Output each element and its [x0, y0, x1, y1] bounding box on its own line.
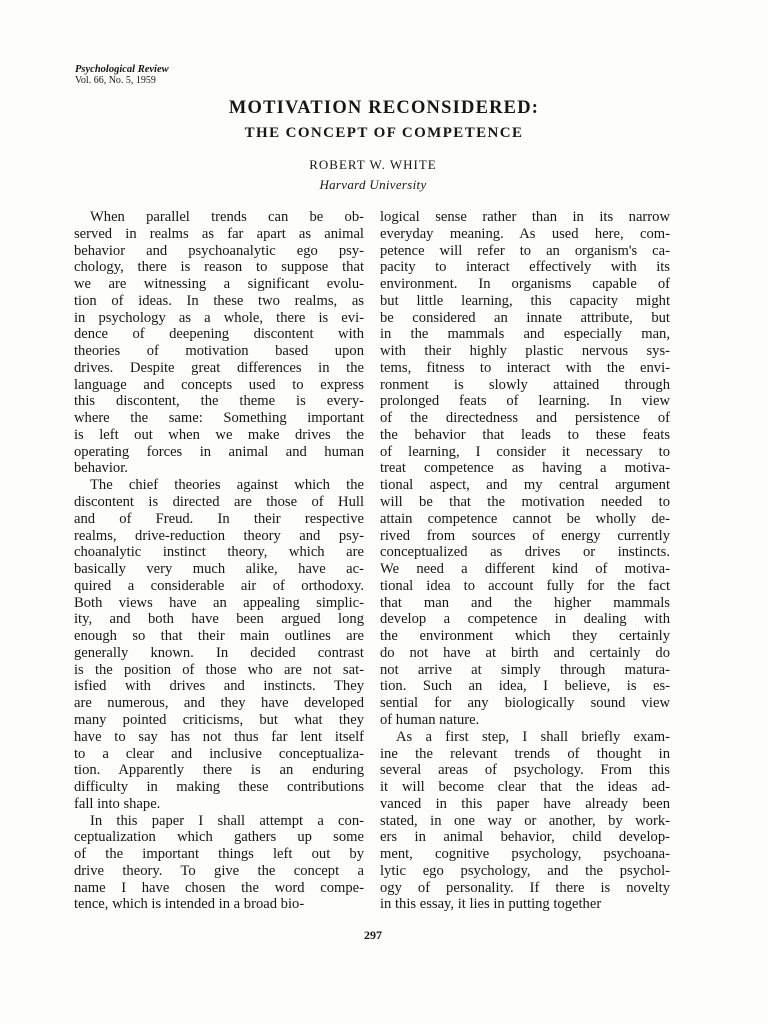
- text-line: and of Freud. In their respective: [74, 510, 364, 527]
- text-line: to a clear and inclusive conceptualiza-: [74, 745, 364, 762]
- text-line: logical sense rather than in its narrow: [380, 209, 670, 225]
- text-line: have to say has not thus far lent itself: [74, 728, 364, 745]
- text-line: ment, cognitive psychology, psychoana-: [380, 846, 670, 863]
- text-line: behavior.: [74, 460, 128, 477]
- text-line: choanalytic instinct theory, which are: [74, 544, 364, 561]
- article-subtitle: THE CONCEPT OF COMPETENCE: [244, 125, 524, 141]
- text-line: everyday meaning. As used here, com-: [380, 225, 670, 242]
- article-title: MOTIVATION RECONSIDERED:: [228, 98, 540, 118]
- text-line: it will become clear that the ideas ad-: [380, 779, 670, 796]
- text-line: not arrive at simply through matura-: [380, 661, 670, 678]
- text-line: tion. Such an idea, I believe, is es-: [380, 678, 670, 695]
- text-line: we are witnessing a significant evolu-: [74, 276, 364, 293]
- text-line: The chief theories against which the: [90, 477, 364, 494]
- text-line: that man and the higher mammals: [380, 594, 670, 611]
- text-line: attain competence cannot be wholly de-: [380, 510, 670, 527]
- text-line: enough so that their main outlines are: [74, 628, 364, 645]
- text-line: lytic ego psychology, and the psychol-: [380, 862, 670, 879]
- text-line: tems, fitness to interact with the envi-: [380, 359, 670, 376]
- text-line: basically very much alike, have ac-: [74, 561, 364, 578]
- text-line: of the directedness and persistence of: [380, 410, 670, 427]
- text-line: stated, in one way or another, by work-: [380, 812, 670, 829]
- text-line: As a first step, I shall briefly exam-: [396, 728, 670, 745]
- right-text-column: [380, 209, 670, 913]
- text-line: operating forces in animal and human: [74, 443, 364, 460]
- text-line: realms, drive-reduction theory and psy-: [74, 527, 364, 544]
- text-line: ceptualization which gathers up some: [74, 829, 364, 846]
- text-line: ogy of personality. If there is novelty: [380, 879, 670, 896]
- text-line: tion. Apparently there is an enduring: [74, 762, 364, 779]
- text-line: are numerous, and they have developed: [74, 695, 364, 712]
- text-line: chology, there is reason to suppose that: [74, 259, 364, 276]
- text-line: tional idea to account fully for the fact: [380, 577, 670, 594]
- text-line: be considered an innate attribute, but: [380, 309, 670, 326]
- text-line: this discontent, the theme is every-: [74, 393, 364, 410]
- text-line: treat competence as having a motiva-: [380, 460, 670, 477]
- text-line: When parallel trends can be ob-: [90, 209, 364, 225]
- text-line: vanced in this paper have already been: [380, 795, 670, 812]
- text-line: fall into shape.: [74, 795, 161, 812]
- text-line: dence of deepening discontent with: [74, 326, 364, 343]
- text-line: In this paper I shall attempt a con-: [90, 812, 364, 829]
- text-line: several areas of psychology. From this: [380, 762, 670, 779]
- text-line: served in realms as far apart as animal: [74, 225, 364, 242]
- text-line: prolonged feats of learning. In view: [380, 393, 670, 410]
- text-line: We need a different kind of motiva-: [380, 561, 670, 578]
- text-line: of learning, I consider it necessary to: [380, 443, 670, 460]
- journal-volume: Vol. 66, No. 5, 1959: [75, 75, 156, 86]
- journal-name: Psychological Review: [75, 64, 169, 75]
- text-line: the behavior that leads to these feats: [380, 426, 670, 443]
- text-line: conceptualized as drives or instincts.: [380, 544, 670, 561]
- text-line: tion of ideas. In these two realms, as: [74, 292, 364, 309]
- text-line: theories of motivation based upon: [74, 343, 364, 360]
- text-line: Both views have an appealing simplic-: [74, 594, 364, 611]
- text-line: environment. In organisms capable of: [380, 276, 670, 293]
- text-line: discontent is directed are those of Hull: [74, 494, 364, 511]
- journal-header: [75, 64, 169, 86]
- text-line: difficulty in making these contributions: [74, 779, 364, 796]
- text-line: language and concepts used to express: [74, 376, 364, 393]
- text-line: in this essay, it lies in putting together: [380, 896, 602, 913]
- text-line: is the position of those who are not sat-: [74, 661, 364, 678]
- text-line: many pointed criticisms, but what they: [74, 711, 364, 728]
- text-line: in psychology as a whole, there is evi-: [74, 309, 364, 326]
- text-line: will be that the motivation needed to: [380, 494, 670, 511]
- text-line: ers in animal behavior, child develop-: [380, 829, 670, 846]
- left-text-column: [74, 209, 364, 913]
- text-line: tence, which is intended in a broad bio-: [74, 896, 305, 913]
- text-line: of the important things left out by: [74, 846, 364, 863]
- text-line: name I have chosen the word compe-: [74, 879, 364, 896]
- text-line: behavior and psychoanalytic ego psy-: [74, 242, 364, 259]
- text-line: ity, and both have been argued long: [74, 611, 364, 628]
- text-line: generally known. In decided contrast: [74, 644, 364, 661]
- text-line: quired a considerable air of orthodoxy.: [74, 577, 364, 594]
- text-line: sential for any biologically sound view: [380, 695, 670, 712]
- text-line: but little learning, this capacity might: [380, 292, 670, 309]
- text-line: drives. Despite great differences in the: [74, 359, 364, 376]
- text-line: isfied with drives and instincts. They: [74, 678, 364, 695]
- text-line: is left out when we make drives the: [74, 426, 364, 443]
- text-line: drive theory. To give the concept a: [74, 862, 364, 879]
- text-line: pacity to interact effectively with its: [380, 259, 670, 276]
- text-line: do not have at birth and certainly do: [380, 644, 670, 661]
- text-line: petence will refer to an organism's ca-: [380, 242, 670, 259]
- text-line: develop a competence in dealing with: [380, 611, 670, 628]
- text-line: of human nature.: [380, 711, 480, 728]
- text-line: where the same: Something important: [74, 410, 364, 427]
- text-line: in the mammals and especially man,: [380, 326, 670, 343]
- author-affiliation: Harvard University: [319, 177, 427, 192]
- text-line: tional aspect, and my central argument: [380, 477, 670, 494]
- text-line: ronment is slowly attained through: [380, 376, 670, 393]
- text-line: with their highly plastic nervous sys-: [380, 343, 670, 360]
- text-line: ine the relevant trends of thought in: [380, 745, 670, 762]
- text-line: rived from sources of energy currently: [380, 527, 670, 544]
- text-line: the environment which they certainly: [380, 628, 670, 645]
- page-number: 297: [364, 928, 382, 942]
- author-name: ROBERT W. WHITE: [309, 157, 437, 172]
